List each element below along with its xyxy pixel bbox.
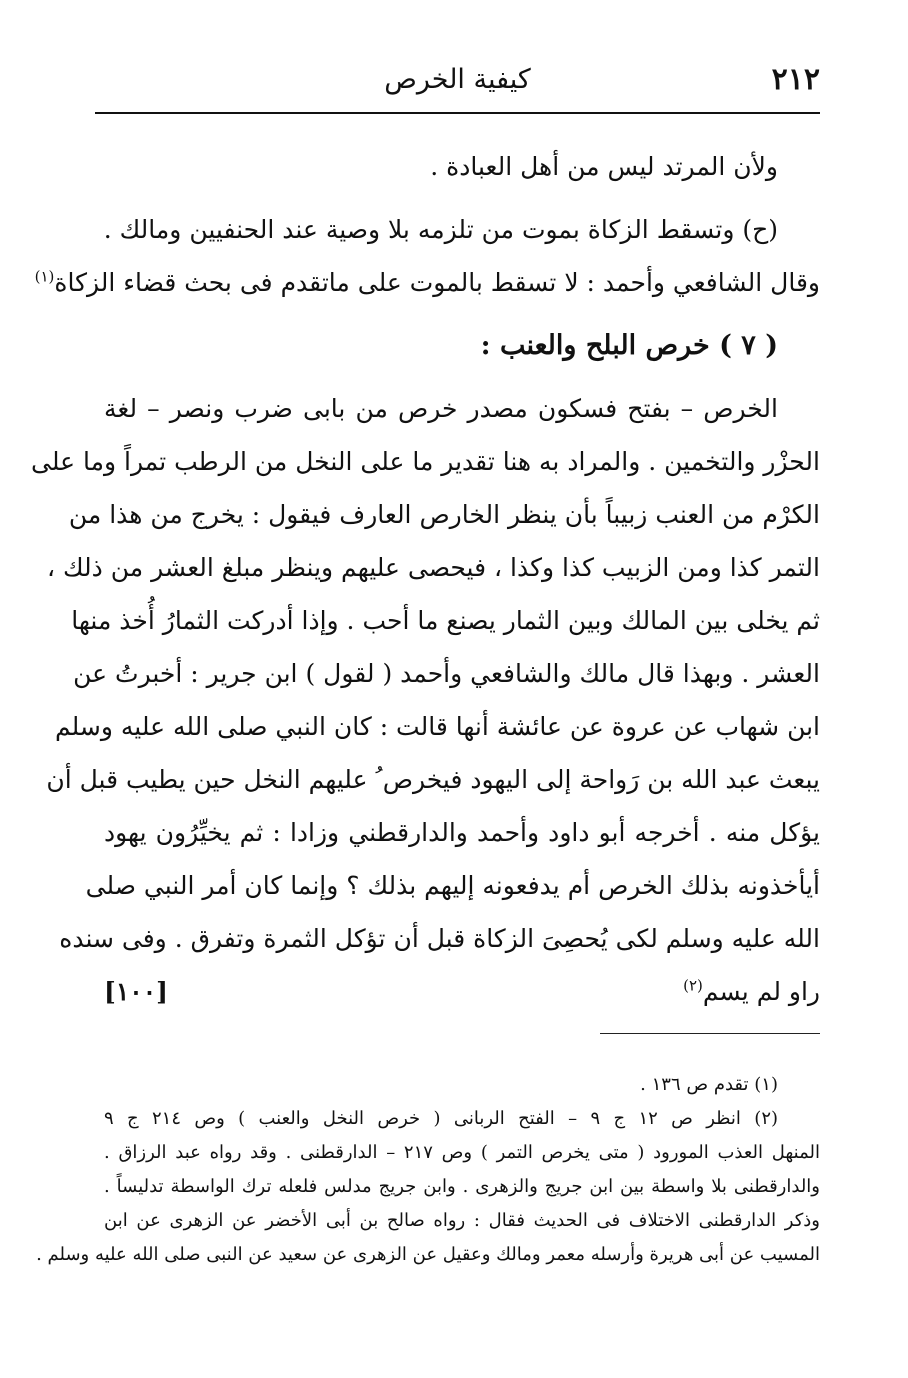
footnote-2-line: (٢) انظر ص ١٢ ج ٩ – الفتح الربانى ( خرص النخل والعنب ) وص ٢١٤ ج ٩	[104, 1108, 779, 1129]
text-line: الكرْم من العنب زبيباً بأن ينظر الخارص العارف فيقول : يخرج من هذا من	[68, 500, 820, 529]
footnotes	[36, 1068, 820, 1272]
text-span: راو لم يسم	[702, 977, 820, 1006]
text-line: الله عليه وسلم لكى يُحصِىَ الزكاة قبل أن تؤكل الثمرة وتفرق . وفى سنده	[59, 924, 820, 953]
text-line: ابن شهاب عن عروة عن عائشة أنها قالت : كان النبي صلى الله عليه وسلم	[54, 712, 820, 741]
running-title: كيفية الخرص	[384, 64, 531, 95]
text-line: التمر كذا ومن الزبيب كذا وكذا ، فيحصى عليهم وينظر مبلغ العشر من ذلك ،	[46, 553, 820, 582]
text-line: أيأخذونه بذلك الخرص أم يدفعونه إليهم بذلك ؟ وإنما كان أمر النبي صلى	[85, 871, 820, 900]
text-line: (ح) وتسقط الزكاة بموت من تلزمه بلا وصية عند الحنفيين ومالك .	[103, 215, 778, 244]
footnote-2-line: وذكر الدارقطنى الاختلاف فى الحديث فقال : رواه صالح بن أبى الأخضر عن الزهرى عن ابن	[104, 1210, 820, 1231]
text-line: يؤكل منه . أخرجه أبو داود وأحمد والدارقطني وزادا : ثم يخيِّرُون يهود	[104, 818, 820, 847]
text-line: الخرص – بفتح فسكون مصدر خرص من بابى ضرب ونصر – لغة	[104, 394, 778, 423]
paragraph-gap	[104, 372, 820, 382]
text-line	[34, 256, 820, 309]
text-line: ثم يخلى بين المالك وبين الثمار يصنع ما أحب . وإذا أدركت الثمارُ أُخذ منها	[71, 606, 820, 635]
text-span: وقال الشافعي وأحمد : لا تسقط بالموت على ماتقدم فى بحث قضاء الزكاة	[54, 268, 820, 297]
reference-tag: [١٠٠]	[104, 977, 168, 1006]
footnote-2-line: المنهل العذب المورود ( متى يخرص التمر ) وص ٢١٧ – الدارقطنى . وقد رواه عبد الرزاق .	[104, 1142, 820, 1163]
text-line: ولأن المرتد ليس من أهل العبادة .	[430, 152, 778, 181]
footnote-marker: (٢)	[683, 976, 703, 995]
section-heading: ( ٧ ) خرص البلح والعنب :	[480, 330, 778, 361]
footnote-1: (١) تقدم ص ١٣٦ .	[640, 1074, 778, 1095]
page-header	[95, 58, 820, 108]
paragraph-gap	[104, 309, 820, 319]
page-number: ٢١٢	[771, 62, 820, 97]
main-text	[31, 140, 820, 1018]
header-rule	[95, 112, 820, 114]
text-line: يبعث عبد الله بن رَواحة إلى اليهود فيخرص ُ عليهم النخل حين يطيب قبل أن	[46, 765, 820, 794]
footnote-marker: (١)	[34, 267, 55, 286]
text-line: العشر . وبهذا قال مالك والشافعي وأحمد ( لقول ) ابن جرير : أخبرتُ عن	[73, 659, 820, 688]
text-line: الحزْر والتخمين . والمراد به هنا تقدير ما على النخل من الرطب تمراً وما على	[31, 447, 820, 476]
text-line	[104, 965, 820, 1018]
footnote-rule	[600, 1033, 820, 1034]
paragraph-gap	[104, 193, 820, 203]
footnote-2-line: المسيب عن أبى هريرة وأرسله معمر ومالك وعقيل عن الزهرى عن سعيد عن النبى صلى الله عليه وسلم .	[36, 1244, 820, 1265]
footnote-2-line: والدارقطنى بلا واسطة بين ابن جريج والزهرى . وابن جريج مدلس فلعله ترك الواسطة تدليساً .	[104, 1176, 820, 1197]
